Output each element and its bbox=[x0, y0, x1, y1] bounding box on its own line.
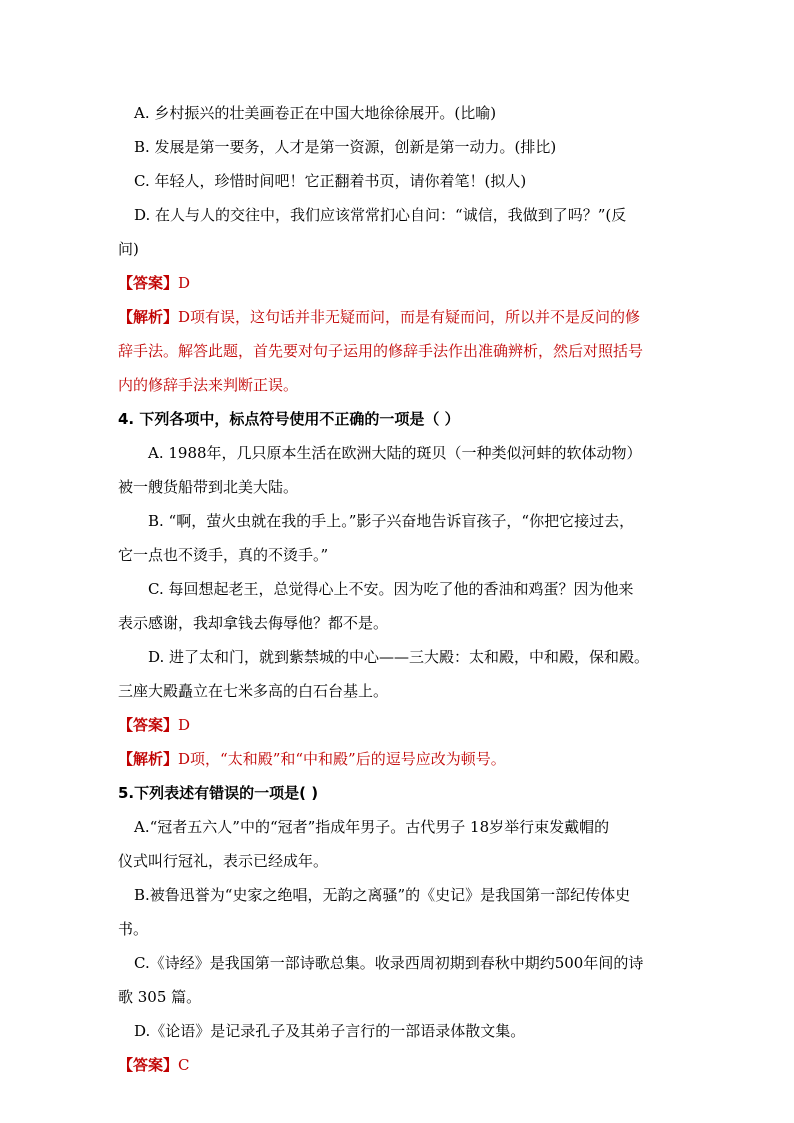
q5-option-a-line1: A.“冠者五六人”中的“冠者”指成年男子。古代男子 18岁举行束发戴帽的 bbox=[134, 818, 610, 836]
q4-option-b-line2: 它一点也不烫手，真的不烫手。” bbox=[118, 546, 329, 564]
q3-option-d-line1: D. 在人与人的交往中，我们应该常常扪心自问：“诚信，我做到了吗？”(反 bbox=[134, 206, 627, 224]
q3-option-a: A. 乡村振兴的壮美画卷正在中国大地徐徐展开。(比喻) bbox=[134, 104, 497, 122]
q5-answer bbox=[118, 1048, 682, 1082]
q3-option-d-line2: 问) bbox=[118, 240, 139, 258]
q4-option-c-line2: 表示感谢，我却拿钱去侮辱他？都不是。 bbox=[118, 614, 389, 632]
q5-option-c-line2: 歌 305 篇。 bbox=[118, 988, 202, 1006]
q4-stem: 4. 下列各项中，标点符号使用不正确的一项是（ ） bbox=[118, 410, 460, 428]
analysis-text: D项有误，这句话并非无疑而问，而是有疑而问，所以并不是反问的修 bbox=[178, 308, 641, 326]
answer-value: D bbox=[178, 274, 191, 292]
q3-option-b: B. 发展是第一要务，人才是第一资源，创新是第一动力。(排比) bbox=[134, 138, 557, 156]
q4-option-d-line1: D. 进了太和门，就到紫禁城的中心——三大殿：太和殿，中和殿，保和殿。 bbox=[148, 648, 650, 666]
q5-option-b-line1: B.被鲁迅誉为“史家之绝唱，无韵之离骚”的《史记》是我国第一部纪传体史 bbox=[134, 886, 631, 904]
q4-answer bbox=[118, 708, 682, 742]
analysis-tag: 【解析】 bbox=[118, 750, 179, 768]
q3-analysis-line1 bbox=[118, 300, 682, 334]
q3-analysis-line3: 内的修辞手法来判断正误。 bbox=[118, 376, 299, 394]
q4-option-a-line1: A. 1988年，几只原本生活在欧洲大陆的斑贝（一种类似河蚌的软体动物） bbox=[148, 444, 642, 462]
q4-option-b-line1: B. “啊，萤火虫就在我的手上。”影子兴奋地告诉盲孩子，“你把它接过去， bbox=[148, 512, 635, 530]
q5-option-c-line1: C.《诗经》是我国第一部诗歌总集。收录西周初期到春秋中期约500年间的诗 bbox=[134, 954, 644, 972]
q5-option-b-line2: 书。 bbox=[118, 920, 149, 938]
answer-tag: 【答案】 bbox=[118, 1056, 179, 1074]
q4-option-d-line2: 三座大殿矗立在七米多高的白石台基上。 bbox=[118, 682, 389, 700]
answer-value: D bbox=[178, 716, 191, 734]
answer-tag: 【答案】 bbox=[118, 716, 179, 734]
answer-value: C bbox=[178, 1056, 190, 1074]
q3-option-c: C. 年轻人，珍惜时间吧！它正翻着书页，请你着笔！(拟人) bbox=[134, 172, 527, 190]
analysis-text: D项，“太和殿”和“中和殿”后的逗号应改为顿号。 bbox=[178, 750, 506, 768]
q5-option-d: D.《论语》是记录孔子及其弟子言行的一部语录体散文集。 bbox=[134, 1022, 526, 1040]
q5-option-a-line2: 仪式叫行冠礼，表示已经成年。 bbox=[118, 852, 329, 870]
q5-stem: 5.下列表述有错误的一项是( ) bbox=[118, 784, 319, 802]
q3-answer bbox=[118, 266, 682, 300]
q4-option-a-line2: 被一艘货船带到北美大陆。 bbox=[118, 478, 299, 496]
q3-analysis-line2: 辞手法。解答此题，首先要对句子运用的修辞手法作出准确辨析，然后对照括号 bbox=[118, 342, 644, 360]
analysis-tag: 【解析】 bbox=[118, 308, 179, 326]
q4-option-c-line1: C. 每回想起老王，总觉得心上不安。因为吃了他的香油和鸡蛋？因为他来 bbox=[148, 580, 634, 598]
q4-analysis bbox=[118, 742, 682, 776]
answer-tag: 【答案】 bbox=[118, 274, 179, 292]
